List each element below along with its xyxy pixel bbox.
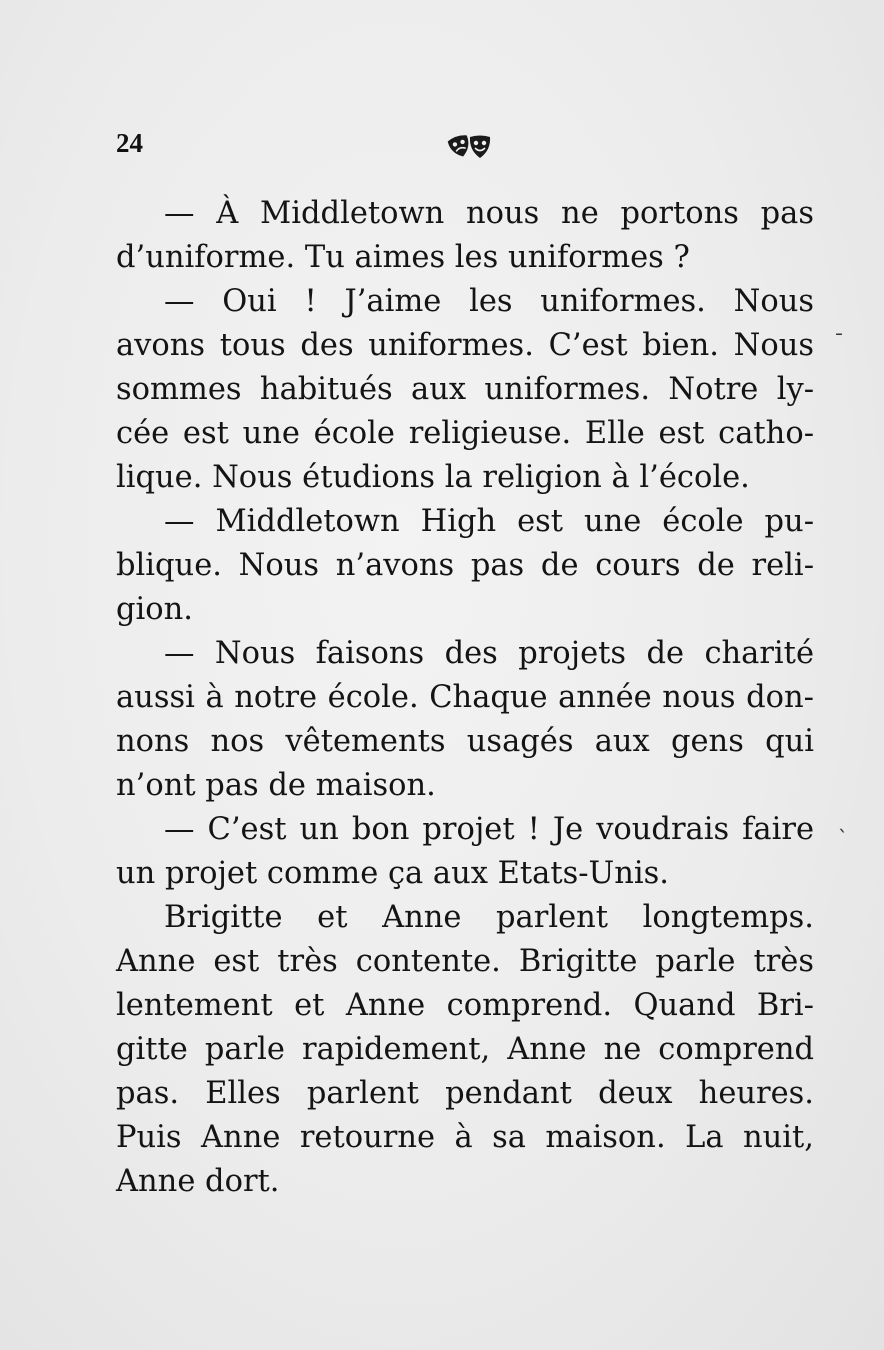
text-line: lentement et Anne comprend. Quand Bri-	[116, 988, 814, 1023]
stray-mark: ˉ	[834, 330, 844, 354]
text-line: Anne dort.	[116, 1164, 280, 1199]
text-line: gion.	[116, 592, 193, 627]
theater-masks-icon	[444, 132, 494, 162]
text-line: un projet comme ça aux Etats-Unis.	[116, 856, 669, 891]
body-text	[116, 192, 814, 1204]
text-line: Puis Anne retourne à sa maison. La nuit,	[116, 1120, 814, 1155]
text-line: — C’est un bon projet ! Je voudrais faire	[164, 812, 814, 847]
text-line: — Nous faisons des projets de charité	[164, 636, 814, 671]
text-line: — À Middletown nous ne portons pas	[164, 196, 814, 231]
text-line: pas. Elles parlent pendant deux heures.	[116, 1076, 814, 1111]
text-line: cée est une école religieuse. Elle est catho-	[116, 416, 814, 451]
text-line: n’ont pas de maison.	[116, 768, 436, 803]
text-line: lique. Nous étudions la religion à l’école.	[116, 460, 750, 495]
text-line: aussi à notre école. Chaque année nous don-	[116, 680, 814, 715]
text-line: gitte parle rapidement, Anne ne comprend	[116, 1032, 814, 1067]
text-line: blique. Nous n’avons pas de cours de reli-	[116, 548, 814, 583]
stray-mark: ˋ	[838, 826, 848, 850]
text-line: sommes habitués aux uniformes. Notre ly-	[116, 372, 814, 407]
page-number: 24	[116, 128, 143, 158]
text-line: — Oui ! J’aime les uniformes. Nous	[164, 284, 814, 319]
text-line: Brigitte et Anne parlent longtemps.	[164, 900, 814, 935]
text-line: d’uniforme. Tu aimes les uniformes ?	[116, 240, 690, 275]
text-line: — Middletown High est une école pu-	[164, 504, 814, 539]
text-line: Anne est très contente. Brigitte parle très	[116, 944, 814, 979]
text-line: nons nos vêtements usagés aux gens qui	[116, 724, 814, 759]
text-line: avons tous des uniformes. C’est bien. Nous	[116, 328, 814, 363]
